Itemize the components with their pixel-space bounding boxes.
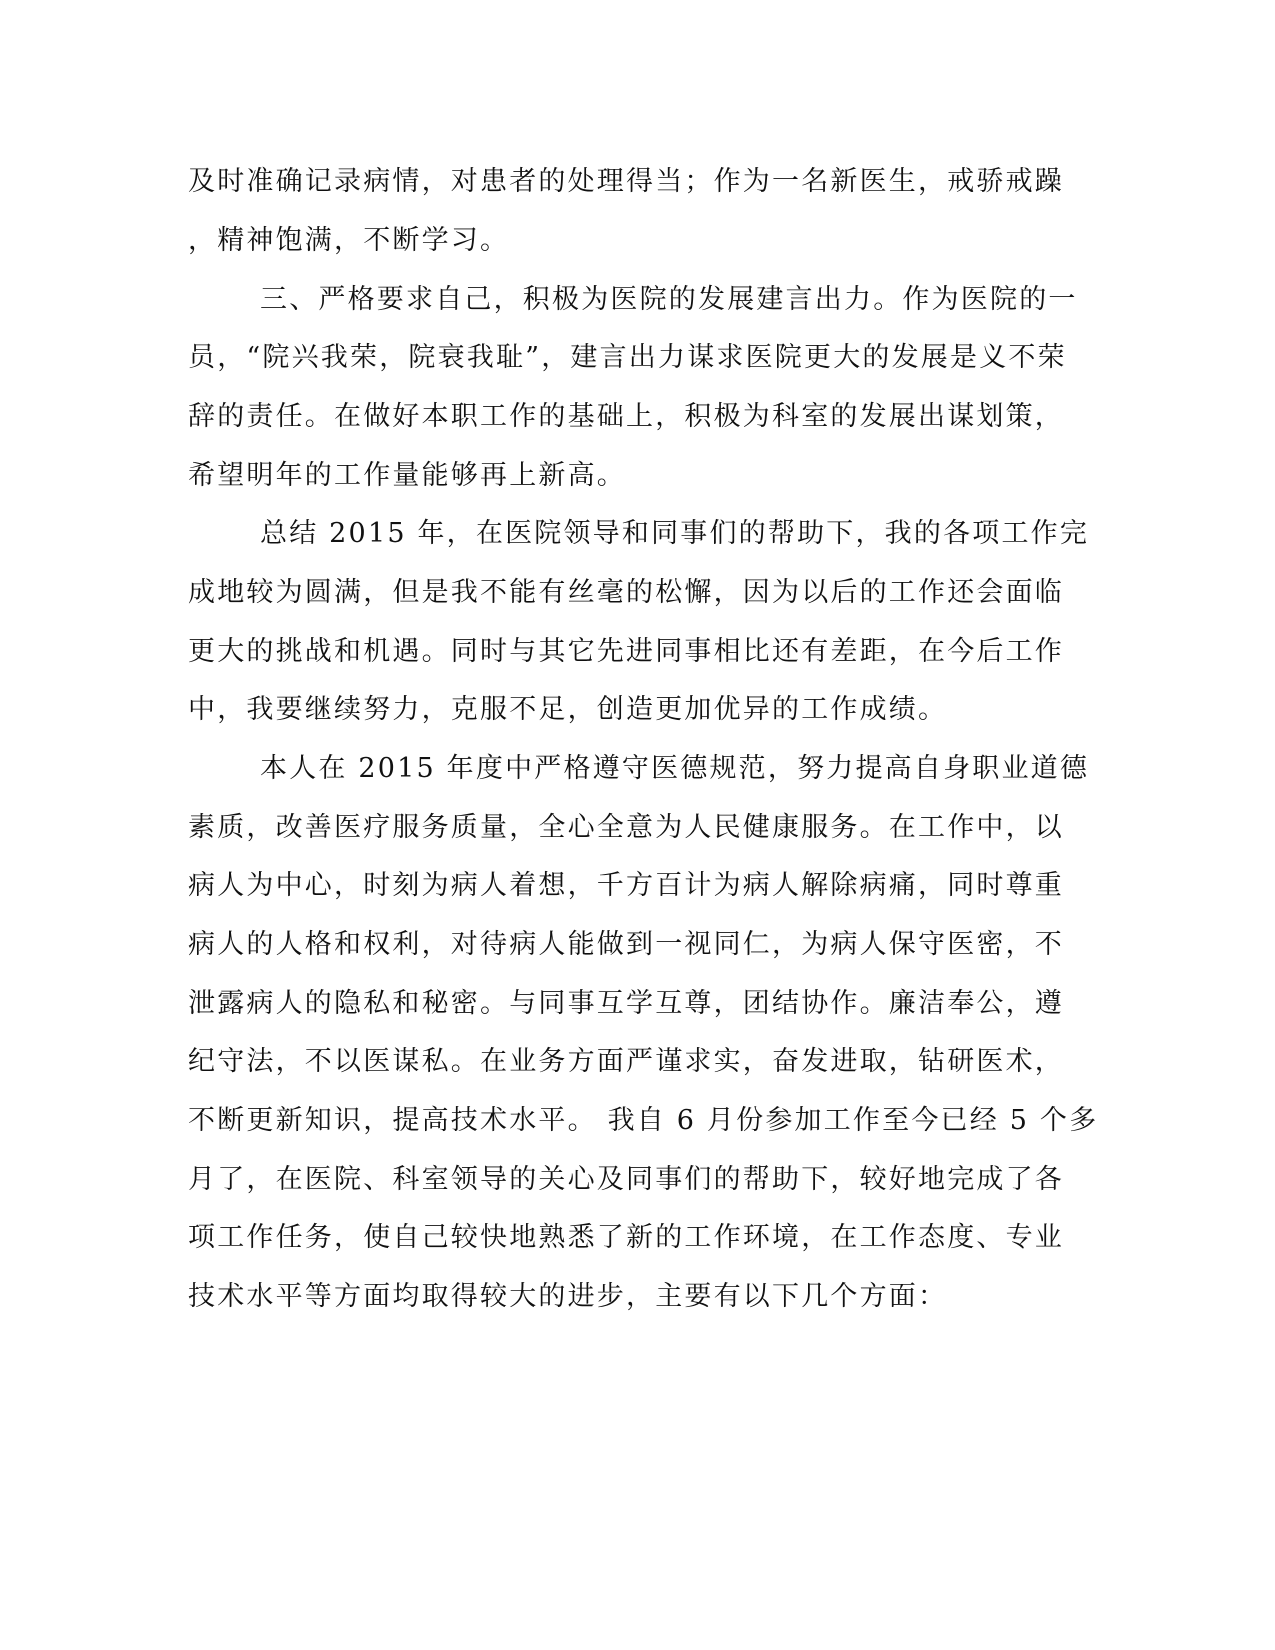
text-line: 项工作任务，使自己较快地熟悉了新的工作环境，在工作态度、专业 bbox=[188, 1222, 1064, 1253]
text-line: 纪守法，不以医谋私。在业务方面严谨求实，奋发进取，钻研医术， bbox=[188, 1046, 1064, 1077]
text-line: 员，“院兴我荣，院衰我耻”，建言出力谋求医院更大的发展是义不荣 bbox=[188, 342, 1067, 373]
paragraph-first-line: 本人在 2015 年度中严格遵守医德规范，努力提高自身职业道德 bbox=[260, 753, 1090, 784]
text-line: 辞的责任。在做好本职工作的基础上，积极为科室的发展出谋划策， bbox=[188, 401, 1064, 432]
text-line: 技术水平等方面均取得较大的进步，主要有以下几个方面： bbox=[188, 1281, 948, 1312]
text-line: 素质，改善医疗服务质量，全心全意为人民健康服务。在工作中，以 bbox=[188, 812, 1064, 843]
text-line: 病人为中心，时刻为病人着想，千方百计为病人解除病痛，同时尊重 bbox=[188, 870, 1064, 901]
text-line: 不断更新知识，提高技术水平。 我自 6 月份参加工作至今已经 5 个多 bbox=[188, 1105, 1099, 1136]
text-line: ，精神饱满，不断学习。 bbox=[188, 225, 510, 256]
paragraph-first-line: 三、严格要求自己，积极为医院的发展建言出力。作为医院的一 bbox=[260, 284, 1078, 315]
text-line: 更大的挑战和机遇。同时与其它先进同事相比还有差距，在今后工作 bbox=[188, 636, 1064, 667]
text-line: 病人的人格和权利，对待病人能做到一视同仁，为病人保守医密，不 bbox=[188, 929, 1064, 960]
paragraph-first-line: 总结 2015 年，在医院领导和同事们的帮助下，我的各项工作完 bbox=[260, 518, 1090, 549]
text-line: 及时准确记录病情，对患者的处理得当；作为一名新医生，戒骄戒躁 bbox=[188, 166, 1064, 197]
text-line: 成地较为圆满，但是我不能有丝毫的松懈，因为以后的工作还会面临 bbox=[188, 577, 1064, 608]
text-line: 希望明年的工作量能够再上新高。 bbox=[188, 460, 626, 491]
text-line: 泄露病人的隐私和秘密。与同事互学互尊，团结协作。廉洁奉公，遵 bbox=[188, 988, 1064, 1019]
text-line: 月了，在医院、科室领导的关心及同事们的帮助下，较好地完成了各 bbox=[188, 1164, 1064, 1195]
text-line: 中，我要继续努力，克服不足，创造更加优异的工作成绩。 bbox=[188, 694, 948, 725]
